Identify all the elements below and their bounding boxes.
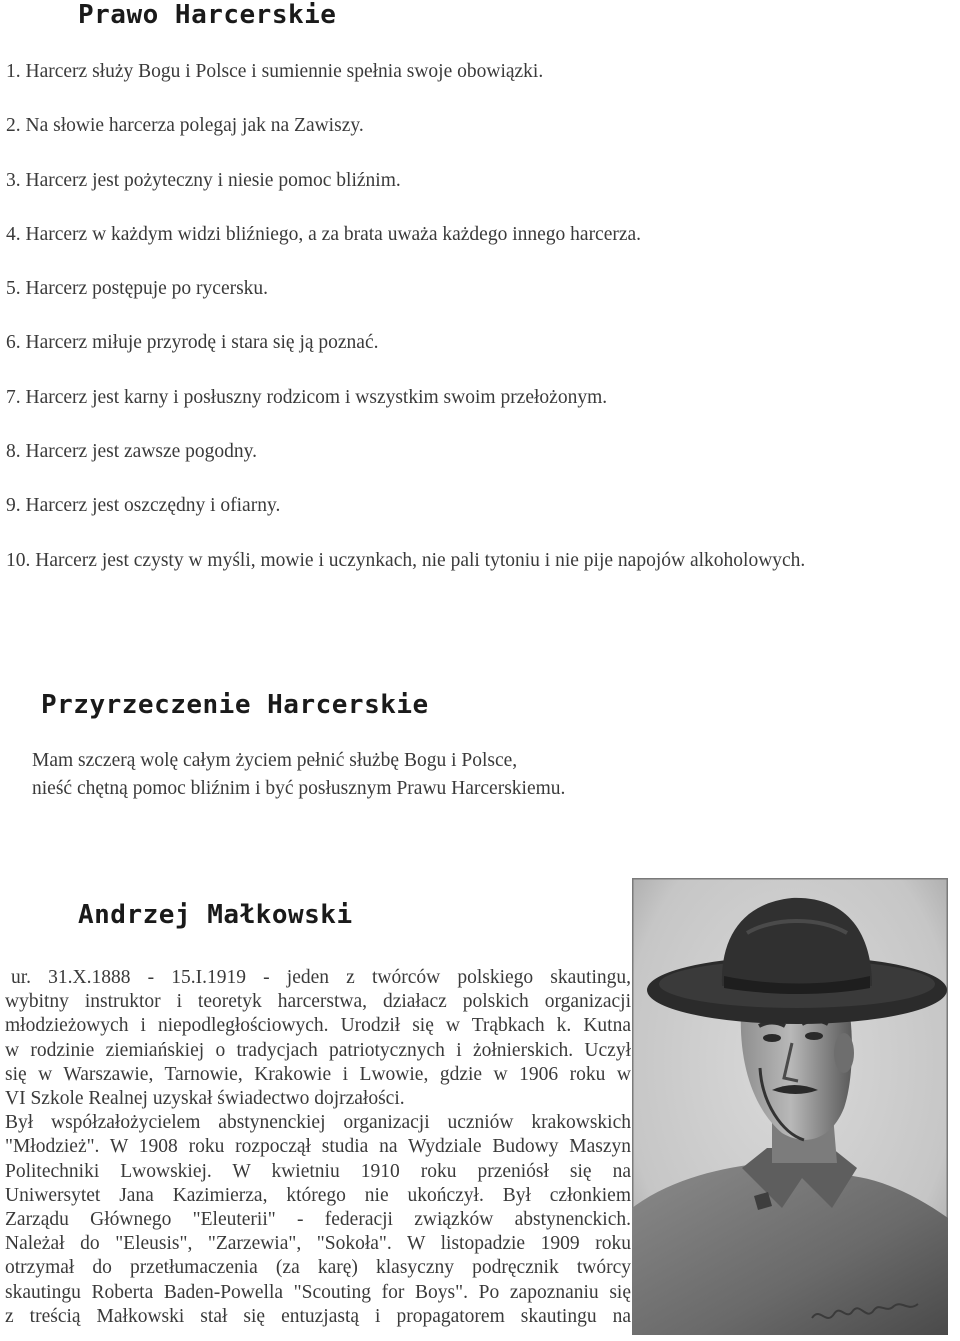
law-item-3: 3. Harcerz jest pożyteczny i niesie pomoc bliźnim. — [6, 169, 401, 191]
bio-line-9: Politechniki Lwowskiej. W kwietniu 1910 roku przeniósł się na — [5, 1160, 631, 1182]
pledge-line-2: nieść chętną pomoc bliźnim i być posłusznym Prawu Harcerskiemu. — [32, 778, 566, 799]
law-title: Prawo Harcerskie — [78, 0, 337, 30]
bio-text — [5, 966, 631, 1329]
law-item-6: 6. Harcerz miłuje przyrodę i stara się ją poznać. — [6, 332, 379, 354]
pledge-text — [32, 747, 565, 803]
bio-line-15: z treścią Małkowski stał się entuzjastą i propagatorem skautingu na — [5, 1305, 631, 1327]
bio-line-8: "Młodzież". W 1908 roku rozpoczął studia na Wydziale Budowy Maszyn — [5, 1136, 631, 1158]
law-item-10: 10. Harcerz jest czysty w myśli, mowie i uczynkach, nie pali tytoniu i nie pije napojów alkoholowych. — [6, 549, 806, 571]
pledge-title: Przyrzeczenie Harcerskie — [41, 690, 429, 720]
law-item-5: 5. Harcerz postępuje po rycersku. — [6, 278, 269, 300]
law-item-4: 4. Harcerz w każdym widzi bliźniego, a za brata uważa każdego innego harcerza. — [6, 223, 642, 245]
bio-line-4: w rodzinie ziemiańskiej o tradycjach patriotycznych i żołnierskich. Uczył — [5, 1039, 631, 1061]
bio-line-10: Uniwersytet Jana Kazimierza, którego nie ukończył. Był członkiem — [5, 1184, 631, 1206]
law-list — [6, 58, 805, 601]
portrait-photo — [632, 878, 948, 1335]
bio-line-5: się w Warszawie, Tarnowie, Krakowie i Lwowie, gdzie w 1906 roku w — [5, 1063, 631, 1085]
bio-line-7: Był współzałożycielem abstynenckiej organizacji uczniów krakowskich — [5, 1112, 631, 1134]
bio-line-6: VI Szkole Realnej uzyskał świadectwo dojrzałości. — [5, 1088, 405, 1110]
pledge-line-1: Mam szczerą wolę całym życiem pełnić służbę Bogu i Polsce, — [32, 750, 518, 771]
bio-title: Andrzej Małkowski — [78, 900, 353, 930]
bio-line-2: wybitny instruktor i teoretyk harcerstwa, działacz polskich organizacji — [5, 991, 631, 1013]
law-item-2: 2. Na słowie harcerza polegaj jak na Zawiszy. — [6, 115, 364, 137]
law-item-8: 8. Harcerz jest zawsze pogodny. — [6, 441, 258, 463]
bio-line-14: skautingu Roberta Baden-Powella "Scouting for Boys". Po zapoznaniu się — [5, 1281, 631, 1303]
bio-line-3: młodzieżowych i niepodległościowych. Urodził się w Trąbkach k. Kutna — [5, 1015, 631, 1037]
bio-line-12: Należał do "Eleusis", "Zarzewia", "Sokoła". W listopadzie 1909 roku — [5, 1233, 631, 1255]
law-item-7: 7. Harcerz jest karny i posłuszny rodzicom i wszystkim swoim przełożonym. — [6, 386, 608, 408]
law-item-1: 1. Harcerz służy Bogu i Polsce i sumiennie spełnia swoje obowiązki. — [6, 61, 544, 82]
bio-line-11: Zarządu Głównego "Eleuterii" - federacji związków abstynenckich. — [5, 1209, 631, 1231]
bio-line-1: ur. 31.X.1888 - 15.I.1919 - jeden z twórców polskiego skautingu, — [11, 967, 631, 988]
bio-line-13: otrzymał do przetłumaczenia (za karę) klasyczny podręcznik twórcy — [5, 1257, 631, 1279]
law-item-9: 9. Harcerz jest oszczędny i ofiarny. — [6, 495, 281, 517]
